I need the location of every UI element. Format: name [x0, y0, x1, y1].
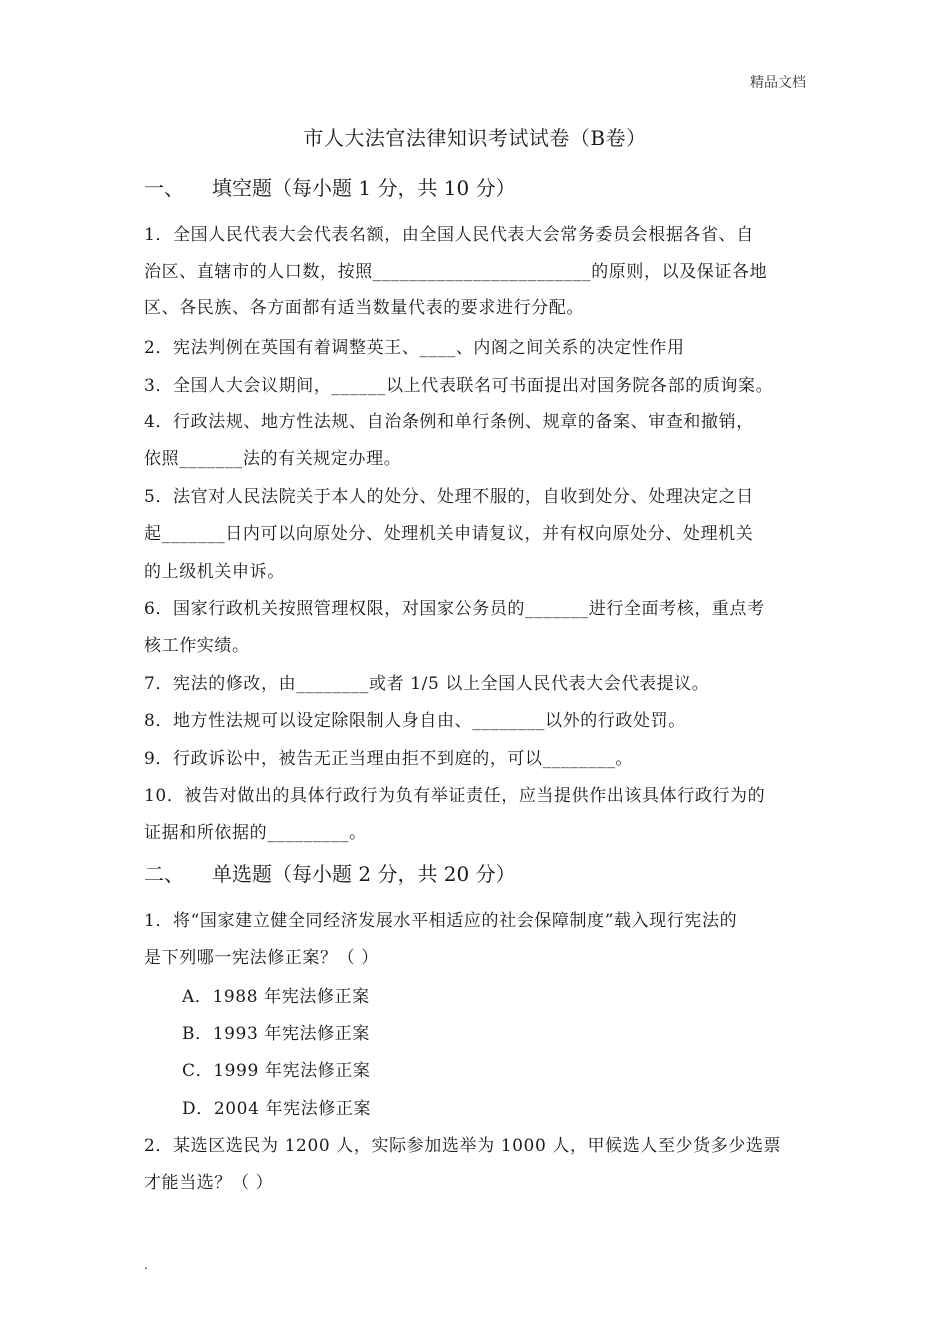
question-line: 4．行政法规、地方性法规、自治条例和单行条例、规章的备案、审查和撤销， [144, 412, 754, 432]
footer-mark: . [144, 1258, 148, 1272]
section-title: 单选题（每小题 2 分，共 20 分） [212, 862, 516, 886]
section-heading-fill-in [144, 172, 516, 201]
question-line: 8．地方性法规可以设定除限制人身自由、________以外的行政处罚。 [144, 711, 686, 731]
question-line: 6．国家行政机关按照管理权限，对国家公务员的_______进行全面考核，重点考 [144, 599, 765, 619]
question-line: 2．宪法判例在英国有着调整英王、____、内阁之间关系的决定性作用 [144, 338, 685, 358]
answer-option-c: C．1999 年宪法修正案 [182, 1061, 371, 1081]
question-line: 3．全国人大会议期间，______以上代表联名可书面提出对国务院各部的质询案。 [144, 376, 774, 396]
answer-option-d: D．2004 年宪法修正案 [182, 1099, 372, 1119]
question-line: 1．将“国家建立健全同经济发展水平相适应的社会保障制度”载入现行宪法的 [144, 911, 738, 931]
question-line: 起_______日内可以向原处分、处理机关申请复议，并有权向原处分、处理机关 [144, 524, 754, 544]
question-line: 1．全国人民代表大会代表名额，由全国人民代表大会常务委员会根据各省、自 [144, 225, 754, 245]
section-title: 填空题（每小题 1 分，共 10 分） [212, 176, 516, 200]
question-line: 5．法官对人民法院关于本人的处分、处理不服的，自收到处分、处理决定之日 [144, 487, 754, 507]
document-title: 市人大法官法律知识考试试卷（B卷） [303, 126, 647, 150]
section-number: 二、 [144, 862, 184, 886]
question-line: 治区、直辖市的人口数，按照________________________的原则，以及保证各地 [144, 262, 768, 282]
question-line: 区、各民族、各方面都有适当数量代表的要求进行分配。 [144, 298, 584, 318]
question-line: 的上级机关申诉。 [144, 562, 285, 582]
section-heading-single-choice [144, 858, 516, 887]
section-number: 一、 [144, 176, 184, 200]
question-line: 是下列哪一宪法修正案？（ ） [144, 948, 379, 968]
question-line: 核工作实绩。 [144, 636, 250, 656]
question-line: 才能当选？（ ） [144, 1173, 274, 1193]
question-line: 2．某选区选民为 1200 人，实际参加选举为 1000 人，甲候选人至少货多少选票 [144, 1136, 782, 1156]
page-header-label: 精品文档 [750, 75, 806, 91]
answer-option-a: A．1988 年宪法修正案 [182, 987, 370, 1007]
question-line: 10．被告对做出的具体行政行为负有举证责任，应当提供作出该具体行政行为的 [144, 786, 766, 806]
question-line: 7．宪法的修改，由________或者 1/5 以上全国人民代表大会代表提议。 [144, 674, 710, 694]
answer-option-b: B．1993 年宪法修正案 [182, 1024, 370, 1044]
question-line: 9．行政诉讼中，被告无正当理由拒不到庭的，可以________。 [144, 749, 634, 769]
question-line: 依照_______法的有关规定办理。 [144, 449, 402, 469]
question-line: 证据和所依据的_________。 [144, 823, 367, 843]
